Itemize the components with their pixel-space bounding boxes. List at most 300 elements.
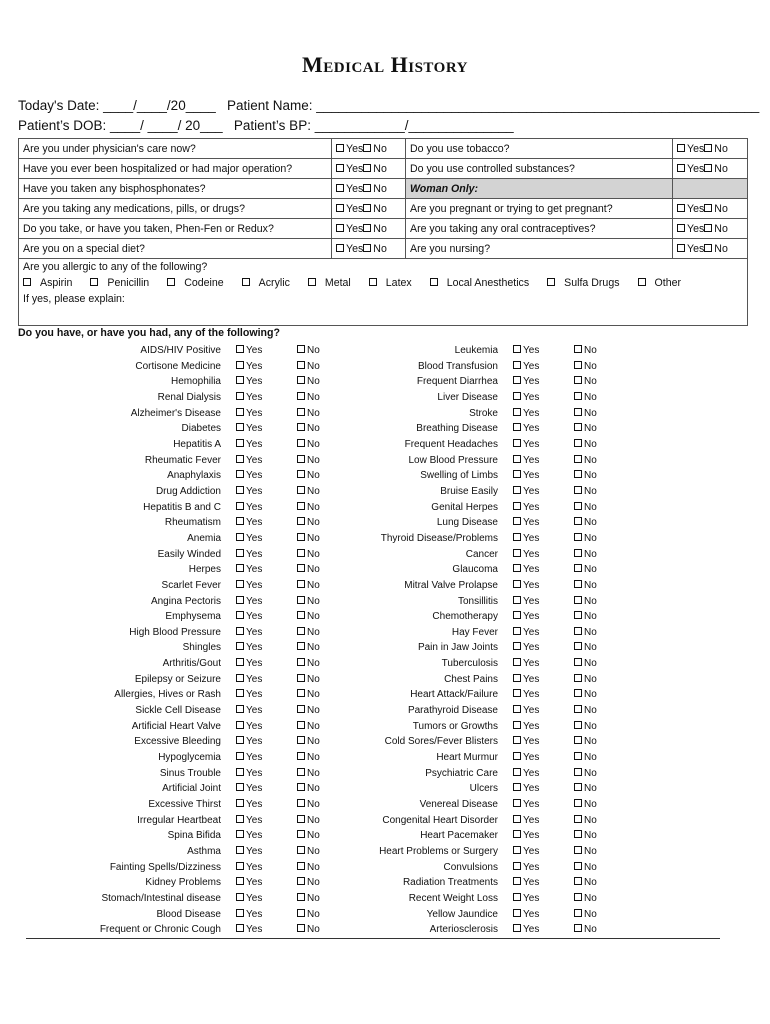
checkbox[interactable] xyxy=(297,862,305,870)
no-option[interactable] xyxy=(574,421,597,436)
checkbox[interactable] xyxy=(513,909,521,917)
yes-option[interactable] xyxy=(236,813,262,828)
checkbox[interactable] xyxy=(513,486,521,494)
checkbox[interactable] xyxy=(574,815,582,823)
yes-option[interactable] xyxy=(513,500,539,515)
yes-option[interactable] xyxy=(236,672,262,687)
checkbox[interactable] xyxy=(297,408,305,416)
checkbox[interactable] xyxy=(308,278,316,286)
checkbox[interactable] xyxy=(297,345,305,353)
yes-option[interactable] xyxy=(513,875,539,890)
checkbox[interactable] xyxy=(369,278,377,286)
no-option[interactable] xyxy=(297,594,320,609)
no-option[interactable] xyxy=(297,359,320,374)
no-option[interactable] xyxy=(574,453,597,468)
checkbox[interactable] xyxy=(297,533,305,541)
checkbox[interactable] xyxy=(236,564,244,572)
yes-option[interactable] xyxy=(513,828,539,843)
checkbox[interactable] xyxy=(236,376,244,384)
checkbox[interactable] xyxy=(297,674,305,682)
checkbox[interactable] xyxy=(513,423,521,431)
checkbox[interactable] xyxy=(513,392,521,400)
checkbox[interactable] xyxy=(513,361,521,369)
yes-option[interactable] xyxy=(513,891,539,906)
checkbox[interactable] xyxy=(297,783,305,791)
yes-option[interactable] xyxy=(513,421,539,436)
yes-option[interactable] xyxy=(513,813,539,828)
no-option[interactable] xyxy=(297,797,320,812)
no-option[interactable] xyxy=(574,625,597,640)
checkbox[interactable] xyxy=(513,345,521,353)
no-option[interactable] xyxy=(574,844,597,859)
checkbox[interactable] xyxy=(363,144,371,152)
checkbox[interactable] xyxy=(336,164,344,172)
checkbox[interactable] xyxy=(23,278,31,286)
checkbox[interactable] xyxy=(236,611,244,619)
checkbox[interactable] xyxy=(513,596,521,604)
checkbox[interactable] xyxy=(297,877,305,885)
no-option[interactable] xyxy=(297,844,320,859)
checkbox[interactable] xyxy=(297,846,305,854)
checkbox[interactable] xyxy=(236,392,244,400)
checkbox[interactable] xyxy=(574,799,582,807)
checkbox[interactable] xyxy=(236,846,244,854)
no-option[interactable] xyxy=(574,562,597,577)
checkbox[interactable] xyxy=(574,768,582,776)
checkbox[interactable] xyxy=(574,517,582,525)
no-option[interactable] xyxy=(574,468,597,483)
checkbox[interactable] xyxy=(236,689,244,697)
yes-option[interactable] xyxy=(236,343,262,358)
allergy-option[interactable] xyxy=(369,277,421,289)
yes-option[interactable] xyxy=(513,359,539,374)
checkbox[interactable] xyxy=(574,783,582,791)
checkbox[interactable] xyxy=(574,909,582,917)
checkbox[interactable] xyxy=(236,674,244,682)
yes-option[interactable] xyxy=(236,625,262,640)
no-option[interactable] xyxy=(297,860,320,875)
checkbox[interactable] xyxy=(513,580,521,588)
yes-option[interactable] xyxy=(236,594,262,609)
checkbox[interactable] xyxy=(574,439,582,447)
checkbox[interactable] xyxy=(513,408,521,416)
yes-option[interactable] xyxy=(513,547,539,562)
checkbox[interactable] xyxy=(90,278,98,286)
checkbox[interactable] xyxy=(574,361,582,369)
checkbox[interactable] xyxy=(513,689,521,697)
checkbox[interactable] xyxy=(574,642,582,650)
checkbox[interactable] xyxy=(574,924,582,932)
checkbox[interactable] xyxy=(297,455,305,463)
checkbox[interactable] xyxy=(297,517,305,525)
checkbox[interactable] xyxy=(574,674,582,682)
checkbox[interactable] xyxy=(236,815,244,823)
no-option[interactable] xyxy=(574,500,597,515)
yes-option[interactable] xyxy=(513,390,539,405)
checkbox[interactable] xyxy=(513,799,521,807)
checkbox[interactable] xyxy=(297,924,305,932)
checkbox[interactable] xyxy=(297,564,305,572)
yes-option[interactable] xyxy=(236,844,262,859)
no-option[interactable] xyxy=(297,406,320,421)
no-option[interactable] xyxy=(297,719,320,734)
checkbox[interactable] xyxy=(513,564,521,572)
checkbox[interactable] xyxy=(513,783,521,791)
no-option[interactable] xyxy=(574,640,597,655)
no-option[interactable] xyxy=(574,781,597,796)
no-option[interactable] xyxy=(574,922,597,937)
no-option[interactable] xyxy=(574,907,597,922)
checkbox[interactable] xyxy=(236,924,244,932)
yes-option[interactable] xyxy=(236,468,262,483)
no-option[interactable] xyxy=(574,547,597,562)
yes-option[interactable] xyxy=(513,719,539,734)
checkbox[interactable] xyxy=(236,502,244,510)
checkbox[interactable] xyxy=(236,721,244,729)
no-option[interactable] xyxy=(574,828,597,843)
checkbox[interactable] xyxy=(574,611,582,619)
checkbox[interactable] xyxy=(236,517,244,525)
checkbox[interactable] xyxy=(638,278,646,286)
no-option[interactable] xyxy=(297,625,320,640)
yes-option[interactable] xyxy=(236,640,262,655)
checkbox[interactable] xyxy=(297,642,305,650)
no-option[interactable] xyxy=(574,750,597,765)
yes-option[interactable] xyxy=(513,656,539,671)
checkbox[interactable] xyxy=(236,799,244,807)
checkbox[interactable] xyxy=(236,877,244,885)
checkbox[interactable] xyxy=(513,721,521,729)
checkbox[interactable] xyxy=(574,596,582,604)
yes-option[interactable] xyxy=(236,907,262,922)
yes-option[interactable] xyxy=(236,500,262,515)
no-option[interactable] xyxy=(297,515,320,530)
no-option[interactable] xyxy=(297,703,320,718)
checkbox[interactable] xyxy=(297,502,305,510)
checkbox[interactable] xyxy=(236,642,244,650)
checkbox[interactable] xyxy=(336,224,344,232)
checkbox[interactable] xyxy=(297,815,305,823)
checkbox[interactable] xyxy=(297,736,305,744)
checkbox[interactable] xyxy=(513,502,521,510)
checkbox[interactable] xyxy=(297,721,305,729)
allergy-option[interactable] xyxy=(23,277,81,289)
yes-option[interactable] xyxy=(236,531,262,546)
yes-option[interactable] xyxy=(236,515,262,530)
checkbox[interactable] xyxy=(297,549,305,557)
checkbox[interactable] xyxy=(297,799,305,807)
checkbox[interactable] xyxy=(297,361,305,369)
yes-option[interactable] xyxy=(236,703,262,718)
yes-option[interactable] xyxy=(513,625,539,640)
no-option[interactable] xyxy=(574,797,597,812)
checkbox[interactable] xyxy=(236,830,244,838)
yes-option[interactable] xyxy=(236,687,262,702)
checkbox[interactable] xyxy=(574,392,582,400)
yes-option[interactable] xyxy=(513,437,539,452)
checkbox[interactable] xyxy=(297,376,305,384)
yes-option[interactable] xyxy=(236,484,262,499)
yes-option[interactable] xyxy=(236,797,262,812)
yes-option[interactable] xyxy=(236,453,262,468)
yes-option[interactable] xyxy=(513,594,539,609)
checkbox[interactable] xyxy=(574,830,582,838)
checkbox[interactable] xyxy=(574,627,582,635)
checkbox[interactable] xyxy=(236,893,244,901)
checkbox[interactable] xyxy=(297,627,305,635)
checkbox[interactable] xyxy=(363,184,371,192)
checkbox[interactable] xyxy=(167,278,175,286)
checkbox[interactable] xyxy=(236,423,244,431)
checkbox[interactable] xyxy=(704,164,712,172)
checkbox[interactable] xyxy=(236,596,244,604)
checkbox[interactable] xyxy=(574,455,582,463)
no-option[interactable] xyxy=(297,672,320,687)
checkbox[interactable] xyxy=(574,408,582,416)
yes-option[interactable] xyxy=(236,719,262,734)
no-option[interactable] xyxy=(297,531,320,546)
checkbox[interactable] xyxy=(236,455,244,463)
checkbox[interactable] xyxy=(574,862,582,870)
no-option[interactable] xyxy=(574,672,597,687)
checkbox[interactable] xyxy=(297,423,305,431)
checkbox[interactable] xyxy=(297,768,305,776)
checkbox[interactable] xyxy=(574,470,582,478)
checkbox[interactable] xyxy=(336,184,344,192)
checkbox[interactable] xyxy=(574,486,582,494)
checkbox[interactable] xyxy=(704,144,712,152)
yes-option[interactable] xyxy=(236,656,262,671)
no-option[interactable] xyxy=(574,594,597,609)
no-option[interactable] xyxy=(297,374,320,389)
no-option[interactable] xyxy=(297,750,320,765)
checkbox[interactable] xyxy=(297,689,305,697)
no-option[interactable] xyxy=(297,656,320,671)
yes-option[interactable] xyxy=(236,359,262,374)
checkbox[interactable] xyxy=(513,768,521,776)
yes-option[interactable] xyxy=(236,421,262,436)
no-option[interactable] xyxy=(297,922,320,937)
checkbox[interactable] xyxy=(574,580,582,588)
checkbox[interactable] xyxy=(513,893,521,901)
checkbox[interactable] xyxy=(513,877,521,885)
checkbox[interactable] xyxy=(236,361,244,369)
checkbox[interactable] xyxy=(513,736,521,744)
checkbox[interactable] xyxy=(574,893,582,901)
no-option[interactable] xyxy=(297,875,320,890)
checkbox[interactable] xyxy=(297,580,305,588)
yes-option[interactable] xyxy=(513,797,539,812)
checkbox[interactable] xyxy=(704,224,712,232)
no-option[interactable] xyxy=(297,453,320,468)
no-option[interactable] xyxy=(574,578,597,593)
checkbox[interactable] xyxy=(297,392,305,400)
no-option[interactable] xyxy=(297,640,320,655)
checkbox[interactable] xyxy=(677,224,685,232)
allergy-option[interactable] xyxy=(308,277,360,289)
checkbox[interactable] xyxy=(513,642,521,650)
allergy-option[interactable] xyxy=(547,277,628,289)
no-option[interactable] xyxy=(297,500,320,515)
checkbox[interactable] xyxy=(297,893,305,901)
yes-option[interactable] xyxy=(236,578,262,593)
no-option[interactable] xyxy=(297,547,320,562)
checkbox[interactable] xyxy=(513,611,521,619)
yes-option[interactable] xyxy=(513,578,539,593)
checkbox[interactable] xyxy=(574,877,582,885)
yes-option[interactable] xyxy=(513,484,539,499)
checkbox[interactable] xyxy=(336,244,344,252)
allergy-option[interactable] xyxy=(242,277,299,289)
no-option[interactable] xyxy=(297,578,320,593)
no-option[interactable] xyxy=(297,609,320,624)
no-option[interactable] xyxy=(574,609,597,624)
checkbox[interactable] xyxy=(363,244,371,252)
checkbox[interactable] xyxy=(513,815,521,823)
yes-option[interactable] xyxy=(236,828,262,843)
checkbox[interactable] xyxy=(513,752,521,760)
no-option[interactable] xyxy=(574,343,597,358)
checkbox[interactable] xyxy=(677,164,685,172)
checkbox[interactable] xyxy=(297,470,305,478)
checkbox[interactable] xyxy=(236,439,244,447)
yes-option[interactable] xyxy=(513,844,539,859)
checkbox[interactable] xyxy=(297,909,305,917)
no-option[interactable] xyxy=(297,687,320,702)
no-option[interactable] xyxy=(297,421,320,436)
checkbox[interactable] xyxy=(297,705,305,713)
yes-option[interactable] xyxy=(236,562,262,577)
no-option[interactable] xyxy=(574,531,597,546)
no-option[interactable] xyxy=(297,813,320,828)
checkbox[interactable] xyxy=(513,439,521,447)
checkbox[interactable] xyxy=(513,517,521,525)
no-option[interactable] xyxy=(574,734,597,749)
no-option[interactable] xyxy=(574,390,597,405)
allergy-option[interactable] xyxy=(430,277,538,289)
checkbox[interactable] xyxy=(574,736,582,744)
yes-option[interactable] xyxy=(513,343,539,358)
yes-option[interactable] xyxy=(513,468,539,483)
checkbox[interactable] xyxy=(513,470,521,478)
yes-option[interactable] xyxy=(236,750,262,765)
checkbox[interactable] xyxy=(236,580,244,588)
checkbox[interactable] xyxy=(297,658,305,666)
checkbox[interactable] xyxy=(574,345,582,353)
checkbox[interactable] xyxy=(236,752,244,760)
checkbox[interactable] xyxy=(513,846,521,854)
checkbox[interactable] xyxy=(513,627,521,635)
checkbox[interactable] xyxy=(363,204,371,212)
no-option[interactable] xyxy=(297,468,320,483)
no-option[interactable] xyxy=(574,703,597,718)
yes-option[interactable] xyxy=(513,453,539,468)
checkbox[interactable] xyxy=(513,455,521,463)
checkbox[interactable] xyxy=(513,924,521,932)
checkbox[interactable] xyxy=(574,752,582,760)
checkbox[interactable] xyxy=(677,144,685,152)
no-option[interactable] xyxy=(574,374,597,389)
checkbox[interactable] xyxy=(574,549,582,557)
no-option[interactable] xyxy=(574,687,597,702)
checkbox[interactable] xyxy=(513,549,521,557)
yes-option[interactable] xyxy=(236,922,262,937)
yes-option[interactable] xyxy=(513,703,539,718)
checkbox[interactable] xyxy=(236,909,244,917)
no-option[interactable] xyxy=(297,390,320,405)
checkbox[interactable] xyxy=(297,486,305,494)
checkbox[interactable] xyxy=(236,533,244,541)
checkbox[interactable] xyxy=(677,204,685,212)
checkbox[interactable] xyxy=(236,627,244,635)
checkbox[interactable] xyxy=(513,376,521,384)
yes-option[interactable] xyxy=(236,437,262,452)
yes-option[interactable] xyxy=(513,515,539,530)
yes-option[interactable] xyxy=(513,374,539,389)
checkbox[interactable] xyxy=(574,689,582,697)
yes-option[interactable] xyxy=(236,390,262,405)
no-option[interactable] xyxy=(574,719,597,734)
checkbox[interactable] xyxy=(336,144,344,152)
yes-option[interactable] xyxy=(513,609,539,624)
checkbox[interactable] xyxy=(547,278,555,286)
checkbox[interactable] xyxy=(574,721,582,729)
allergy-option[interactable] xyxy=(638,277,691,289)
yes-option[interactable] xyxy=(513,640,539,655)
yes-option[interactable] xyxy=(513,734,539,749)
no-option[interactable] xyxy=(574,656,597,671)
no-option[interactable] xyxy=(297,828,320,843)
yes-option[interactable] xyxy=(513,922,539,937)
checkbox[interactable] xyxy=(574,705,582,713)
checkbox[interactable] xyxy=(236,705,244,713)
no-option[interactable] xyxy=(574,766,597,781)
checkbox[interactable] xyxy=(513,830,521,838)
yes-option[interactable] xyxy=(236,406,262,421)
checkbox[interactable] xyxy=(236,486,244,494)
checkbox[interactable] xyxy=(677,244,685,252)
checkbox[interactable] xyxy=(236,862,244,870)
checkbox[interactable] xyxy=(513,533,521,541)
yes-option[interactable] xyxy=(236,609,262,624)
no-option[interactable] xyxy=(297,484,320,499)
no-option[interactable] xyxy=(574,891,597,906)
no-option[interactable] xyxy=(297,891,320,906)
yes-option[interactable] xyxy=(513,860,539,875)
yes-option[interactable] xyxy=(236,860,262,875)
checkbox[interactable] xyxy=(574,502,582,510)
checkbox[interactable] xyxy=(513,862,521,870)
checkbox[interactable] xyxy=(704,204,712,212)
checkbox[interactable] xyxy=(236,408,244,416)
no-option[interactable] xyxy=(574,860,597,875)
checkbox[interactable] xyxy=(242,278,250,286)
no-option[interactable] xyxy=(297,343,320,358)
checkbox[interactable] xyxy=(297,830,305,838)
no-option[interactable] xyxy=(574,437,597,452)
no-option[interactable] xyxy=(574,515,597,530)
checkbox[interactable] xyxy=(513,705,521,713)
yes-option[interactable] xyxy=(513,406,539,421)
checkbox[interactable] xyxy=(574,846,582,854)
no-option[interactable] xyxy=(297,766,320,781)
yes-option[interactable] xyxy=(236,547,262,562)
no-option[interactable] xyxy=(574,359,597,374)
checkbox[interactable] xyxy=(236,345,244,353)
checkbox[interactable] xyxy=(574,376,582,384)
no-option[interactable] xyxy=(297,734,320,749)
yes-option[interactable] xyxy=(236,875,262,890)
